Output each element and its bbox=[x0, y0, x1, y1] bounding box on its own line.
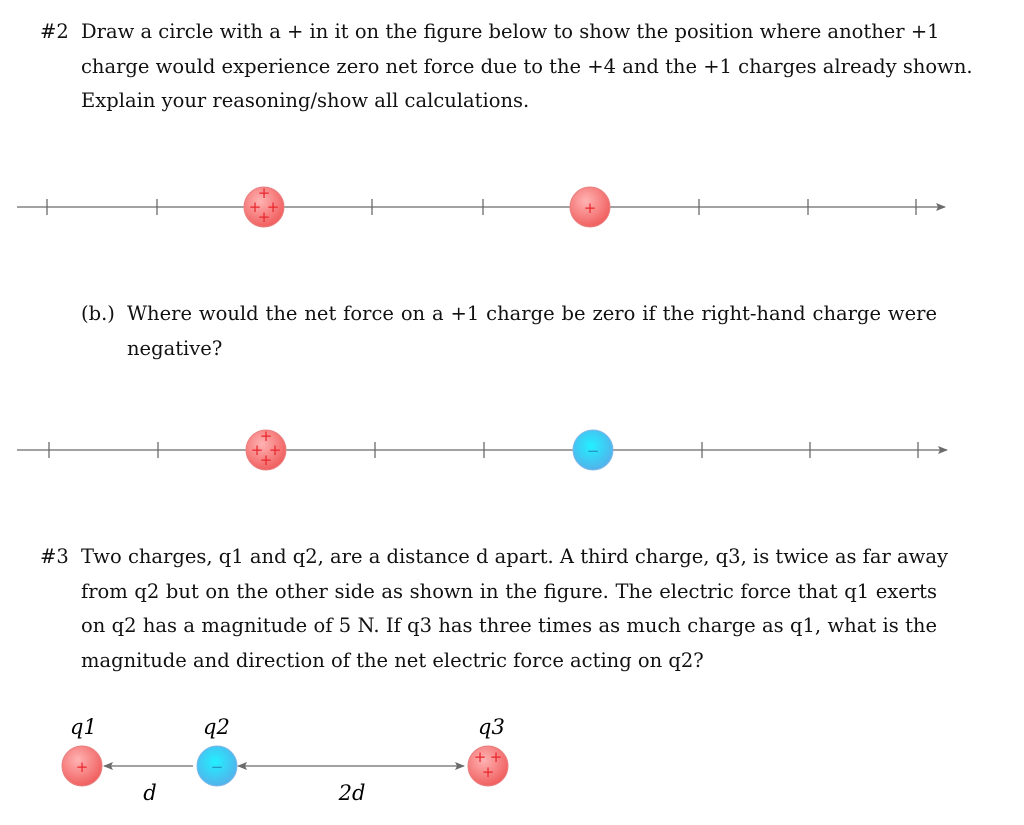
plus-sign: + bbox=[257, 208, 271, 226]
plus-sign: + bbox=[266, 198, 280, 216]
figure-3 bbox=[62, 715, 508, 805]
problem-3-number: #3 bbox=[40, 545, 69, 568]
minus-sign: − bbox=[586, 442, 600, 460]
problem-3-line-2: from q2 but on the other side as shown in the figure. The electric force that q1 exerts bbox=[81, 579, 937, 603]
part-b-line-1: Where would the net force on a +1 charge be zero if the right-hand charge were bbox=[127, 302, 937, 325]
distance-d-label: d bbox=[143, 781, 157, 805]
plus-sign: + bbox=[259, 427, 273, 445]
minus-sign: − bbox=[210, 758, 224, 776]
plus-sign: + bbox=[257, 184, 271, 202]
problem-2-line-2: charge would experience zero net force due to the +4 and the +1 charges already shown. bbox=[81, 54, 973, 78]
charge-q1 bbox=[62, 746, 102, 786]
plus-sign: + bbox=[583, 199, 597, 217]
problem-2-line-3: Explain your reasoning/show all calculations. bbox=[81, 89, 530, 112]
plus-sign: + bbox=[248, 198, 262, 216]
plus-sign: + bbox=[250, 441, 264, 459]
part-b-line-2: negative? bbox=[127, 336, 223, 360]
plus-sign: + bbox=[489, 748, 503, 766]
charge-q3 bbox=[468, 746, 508, 786]
q2-label: q2 bbox=[203, 715, 230, 739]
charge-q2 bbox=[197, 746, 237, 786]
q3-label: q3 bbox=[478, 715, 505, 739]
charge-plus-1 bbox=[570, 187, 610, 227]
plus-sign: + bbox=[259, 451, 273, 469]
problem-3-line-4: magnitude and direction of the net electric force acting on q2? bbox=[81, 648, 704, 672]
plus-sign: + bbox=[268, 441, 282, 459]
figure-1 bbox=[17, 184, 945, 227]
plus-sign: + bbox=[481, 763, 495, 781]
part-b-label: (b.) bbox=[81, 302, 115, 325]
q1-label: q1 bbox=[70, 715, 97, 739]
plus-sign: + bbox=[473, 748, 487, 766]
charge-plus-4 bbox=[244, 184, 284, 227]
problem-2-number: #2 bbox=[40, 20, 69, 43]
problem-3-line-1: Two charges, q1 and q2, are a distance d apart. A third charge, q3, is twice as far away bbox=[81, 545, 948, 568]
figure-2 bbox=[17, 427, 947, 470]
distance-2d-label: 2d bbox=[338, 781, 366, 805]
problem-3-line-3: on q2 has a magnitude of 5 N. If q3 has three times as much charge as q1, what is the bbox=[81, 614, 937, 637]
charge-minus-1 bbox=[573, 430, 613, 470]
plus-sign: + bbox=[75, 758, 89, 776]
charge-plus-4 bbox=[246, 427, 286, 470]
problem-2-line-1: Draw a circle with a + in it on the figure below to show the position where another +1 bbox=[81, 20, 940, 43]
